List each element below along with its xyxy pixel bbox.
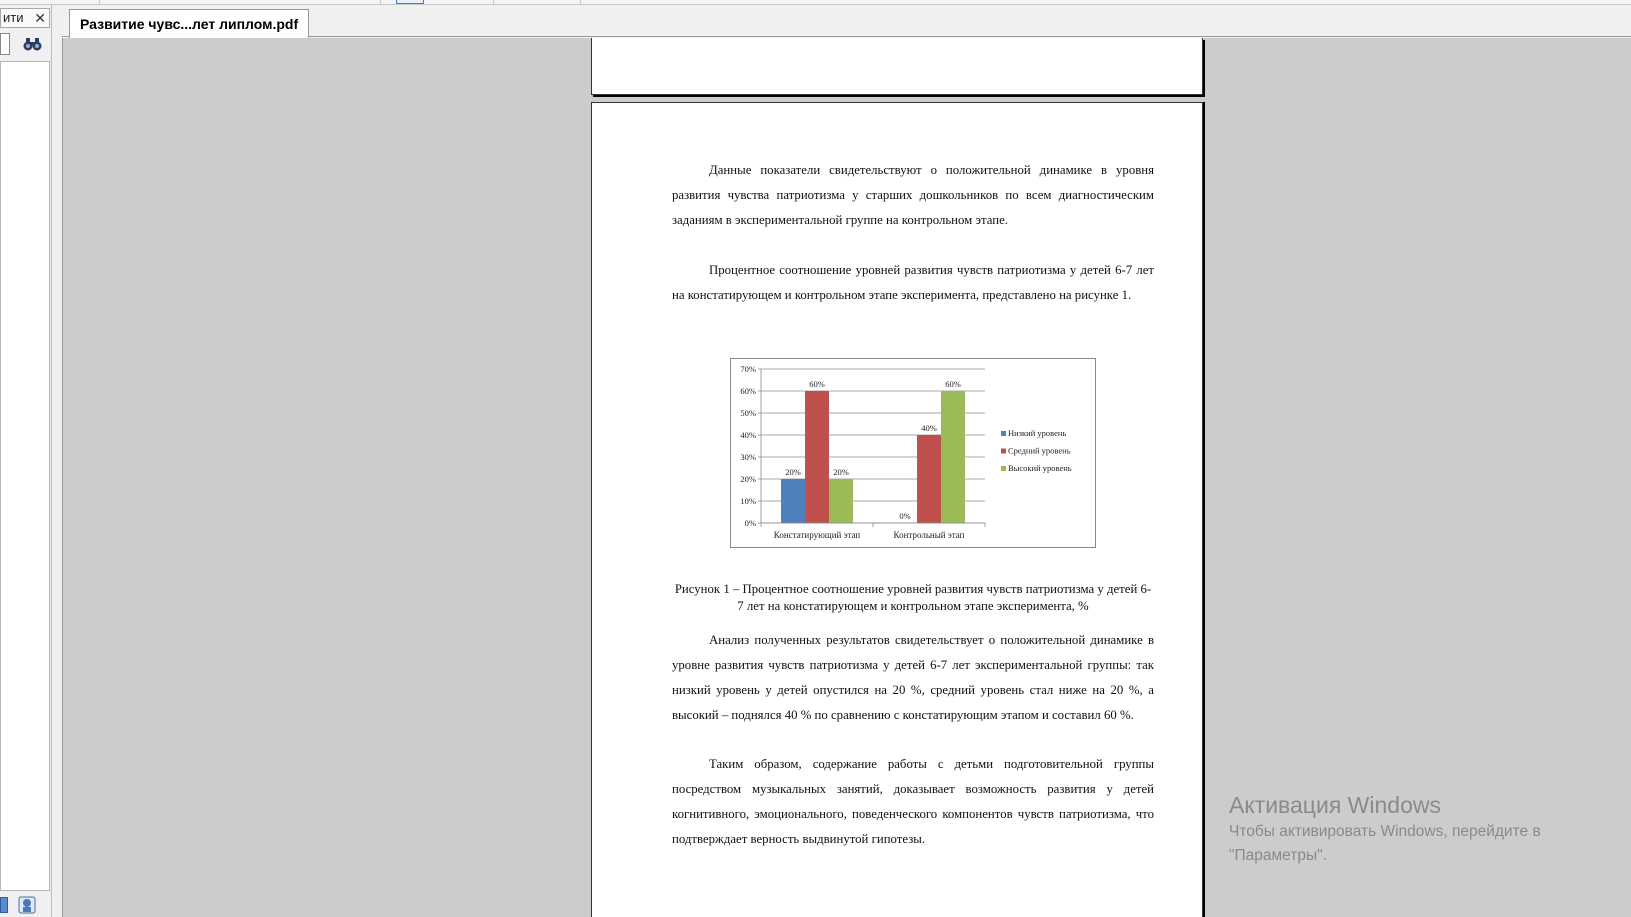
watermark-title: Активация Windows	[1229, 792, 1441, 818]
document-page	[591, 102, 1203, 917]
figure-caption: Рисунок 1 – Процентное соотношение уровней развития чувств патриотизма у детей 6-7 лет на констатирующем и контрольном этапе эксперимента, %	[674, 582, 1152, 613]
top-tab-edge	[493, 0, 494, 4]
y-tick-label: 70%	[740, 364, 756, 374]
paragraph: Таким образом, содержание работы с детьми подготовительной группы посредством музыкальных занятий, доказывает возможность развития у детей когнитивного, эмоционального, поведенческого компонентов чувств патриотизма, что подтверждает верность выдвинутой гипотезы.	[672, 757, 1154, 846]
panel-icon[interactable]	[0, 897, 8, 913]
top-tab-active-indicator[interactable]	[396, 0, 424, 4]
legend-entry: Средний уровень	[1008, 445, 1071, 456]
previous-page	[591, 38, 1203, 95]
y-tick-label: 30%	[740, 452, 756, 462]
legend-swatch	[1001, 431, 1006, 436]
bar	[941, 391, 965, 523]
side-panel-content[interactable]	[0, 61, 50, 891]
bar	[781, 479, 805, 523]
side-panel-footer	[0, 893, 50, 917]
y-tick-label: 40%	[740, 430, 756, 440]
y-tick-label: 60%	[740, 386, 756, 396]
side-panel-title: ити	[3, 10, 24, 25]
binoculars-icon[interactable]	[22, 34, 44, 54]
y-tick-label: 10%	[740, 496, 756, 506]
y-tick-label: 50%	[740, 408, 756, 418]
chart-svg	[731, 359, 1095, 547]
watermark-text: Чтобы активировать Windows, перейдите в	[1229, 823, 1541, 840]
document-viewport[interactable]	[62, 38, 1631, 917]
watermark-text: "Параметры".	[1229, 847, 1327, 864]
data-label: 20%	[833, 467, 849, 477]
paragraph: Анализ полученных результатов свидетельствует о положительной динамике в уровне развития чувств патриотизма у детей 6-7 лет экспериментальной группы: так низкий уровень у детей опустился на 20 %, средний уровень стал ниже на 20 %, а высокий – поднялся 40 % по сравнению с констатирующим этапом и составил 60 %.	[672, 633, 1154, 722]
top-tab-edge	[580, 0, 581, 4]
bar	[829, 479, 853, 523]
data-label: 0%	[899, 511, 911, 521]
y-tick-label: 20%	[740, 474, 756, 484]
attachment-icon[interactable]	[17, 896, 37, 914]
bar	[917, 435, 941, 523]
side-panel-header	[0, 8, 50, 28]
top-tab-edge	[380, 0, 381, 4]
data-label: 20%	[785, 467, 801, 477]
x-tick-label: Констатирующий этап	[773, 530, 861, 540]
side-panel	[0, 5, 52, 917]
x-tick-label: Контрольный этап	[893, 530, 965, 540]
y-tick-label: 0%	[744, 518, 756, 528]
paragraph: Данные показатели свидетельствуют о положительной динамике в уровня развития чувства патриотизма у старших дошкольников по всем диагностическим заданиям в экспериментальной группе на контрольном этапе.	[672, 163, 1154, 227]
bar	[805, 391, 829, 523]
top-tab-edge	[0, 0, 100, 4]
tab-document[interactable]: Развитие чувс...лет липлом.pdf	[69, 9, 309, 38]
close-icon[interactable]: ✕	[34, 10, 46, 26]
side-panel-toolbar	[0, 31, 50, 57]
data-label: 60%	[809, 379, 825, 389]
data-label: 60%	[945, 379, 961, 389]
legend-swatch	[1001, 466, 1006, 471]
legend-entry: Низкий уровень	[1008, 428, 1067, 438]
paragraph: Процентное соотношение уровней развития чувств патриотизма у детей 6-7 лет на констатирующем и контрольном этапе эксперимента, представлено на рисунке 1.	[672, 263, 1154, 302]
legend-entry: Высокий уровень	[1008, 463, 1072, 473]
search-input[interactable]	[0, 33, 10, 55]
document-tab-bar	[62, 5, 1631, 37]
legend-swatch	[1001, 449, 1006, 454]
bar-chart	[730, 358, 1096, 548]
data-label: 40%	[921, 423, 937, 433]
windows-activation-watermark	[1229, 790, 1631, 868]
